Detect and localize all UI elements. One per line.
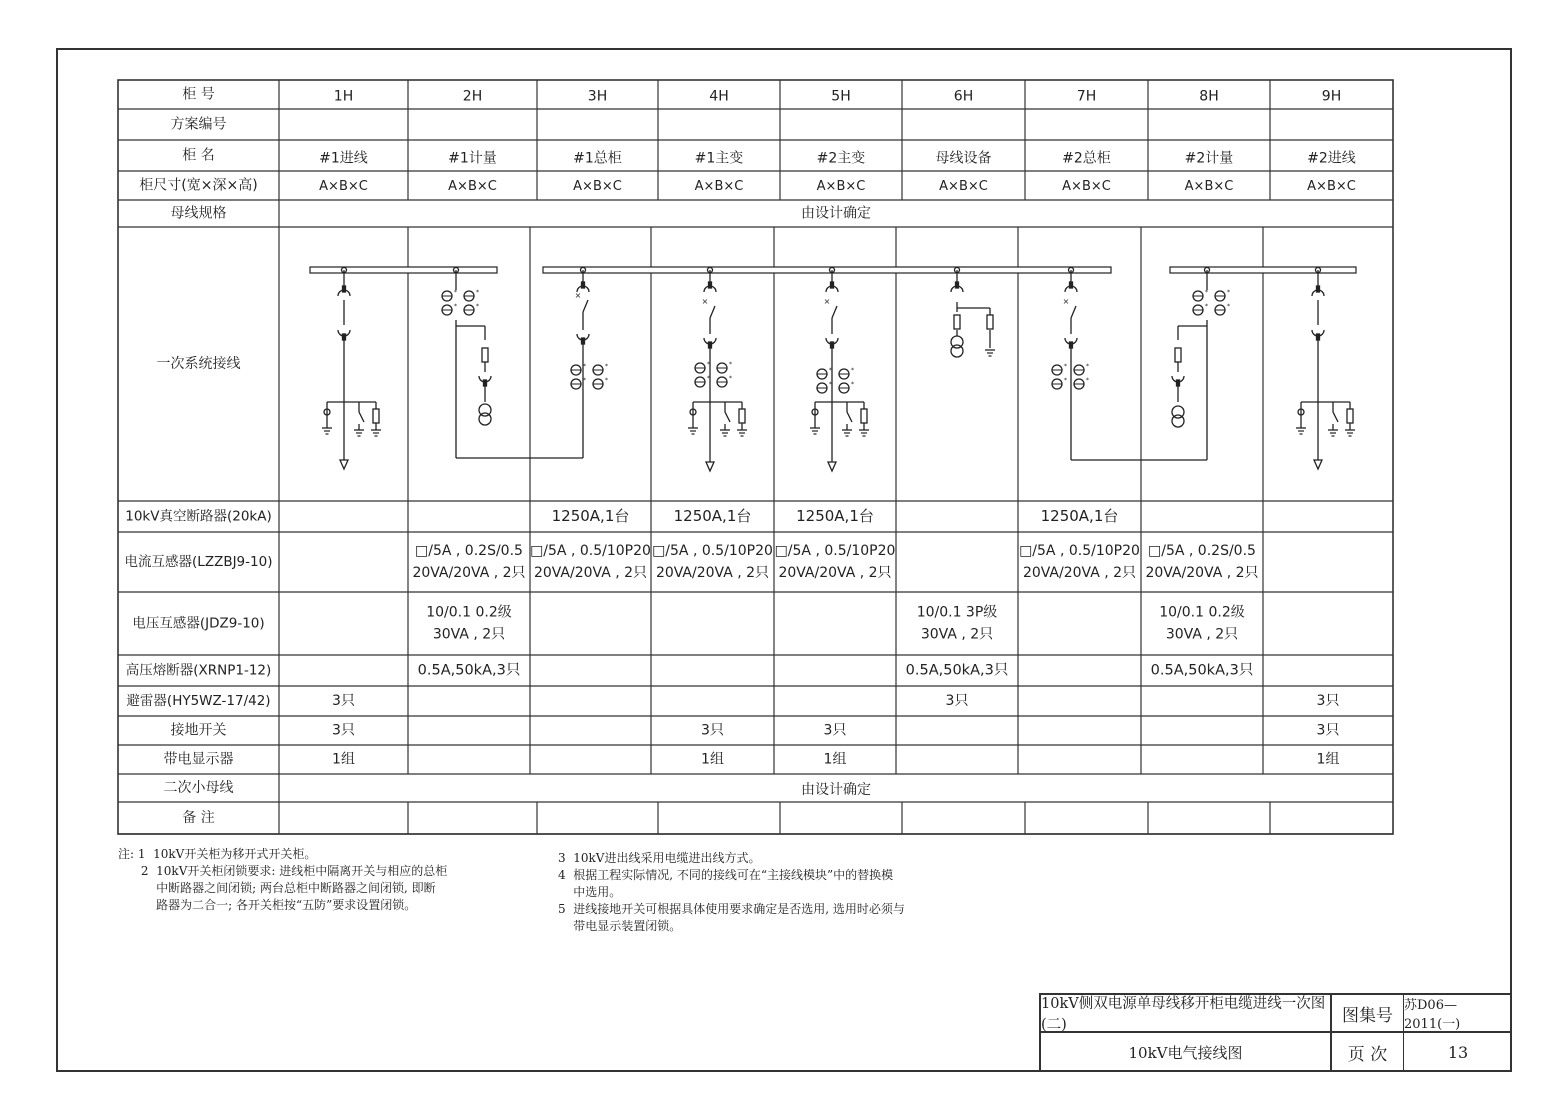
cabinet-size: A×B×C bbox=[448, 179, 497, 194]
cabinet-name: 母线设备 bbox=[935, 150, 992, 167]
ct-mark: * bbox=[1205, 289, 1208, 296]
ct-mark: * bbox=[1205, 303, 1208, 310]
ct-value: □/5A , 0.5/10P20 bbox=[530, 543, 651, 559]
cabinet-name: #2总柜 bbox=[1062, 150, 1111, 167]
busbar bbox=[310, 267, 497, 273]
pt-value: 10/0.1 0.2级 bbox=[1159, 604, 1245, 621]
cabinet-name: #2进线 bbox=[1307, 150, 1356, 167]
cabinet-size: A×B×C bbox=[694, 179, 744, 194]
busbar bbox=[543, 267, 1111, 273]
ct-value: □/5A , 0.2S/0.5 bbox=[1148, 543, 1256, 559]
ct-value: 20VA/20VA , 2只 bbox=[533, 565, 648, 581]
atlas-number: 苏D06—2011(一) bbox=[1404, 995, 1512, 1033]
note-line: 路器为二合一; 各开关柜按“五防”要求设置闭锁。 bbox=[118, 898, 417, 912]
ct-mark: * bbox=[583, 377, 586, 384]
voltage-transformer-icon bbox=[1172, 415, 1184, 427]
cabinet-name: #1计量 bbox=[448, 150, 497, 167]
fuse-icon bbox=[1347, 409, 1353, 423]
fuse-icon bbox=[1175, 348, 1181, 362]
ct-value: 20VA/20VA , 2只 bbox=[655, 565, 770, 581]
plug-contact bbox=[956, 282, 959, 288]
ct-mark: * bbox=[851, 367, 854, 374]
earth-switch-value: 3只 bbox=[823, 722, 847, 739]
cabinet-number: 8H bbox=[1199, 88, 1219, 105]
cabinet-number: 2H bbox=[462, 88, 483, 105]
fuse-icon bbox=[954, 315, 960, 329]
fuse-icon bbox=[739, 409, 745, 423]
cabinet-name: #1进线 bbox=[319, 150, 368, 167]
fuse-value: 0.5A,50kA,3只 bbox=[905, 662, 1009, 679]
notes-right bbox=[558, 850, 905, 935]
ct-mark: * bbox=[454, 303, 457, 310]
row-label-breaker: 10kV真空断路器(20kA) bbox=[125, 508, 272, 525]
ct-mark: * bbox=[454, 289, 457, 296]
live-indicator-value: 1组 bbox=[1316, 751, 1340, 768]
pt-value: 30VA , 2只 bbox=[1165, 626, 1239, 643]
cabinet-number: 3H bbox=[587, 88, 608, 105]
note-line: 4 根据工程实际情况, 不同的接线可在“主接线模块”中的替换模 bbox=[558, 868, 894, 882]
breaker-blade bbox=[710, 306, 715, 318]
live-indicator-value: 1组 bbox=[332, 751, 355, 768]
ct-mark: * bbox=[1086, 363, 1089, 370]
busbar bbox=[1170, 267, 1356, 273]
note-line: 中断路器之间闭锁; 两台总柜中断路器之间闭锁, 即断 bbox=[118, 881, 436, 895]
row-label-primary: 一次系统接线 bbox=[156, 356, 241, 372]
row-label-secondary_bus: 二次小母线 bbox=[163, 780, 234, 796]
cabinet-size: A×B×C bbox=[573, 179, 622, 194]
earth-switch-blade bbox=[725, 412, 730, 422]
row-label-pt: 电压互感器(JDZ9-10) bbox=[132, 615, 265, 632]
breaker-mark: × bbox=[1062, 297, 1070, 306]
note-line: 2 10kV开关柜闭锁要求: 进线柜中隔离开关与相应的总柜 bbox=[118, 864, 448, 878]
cabinet-name: #1主变 bbox=[694, 150, 744, 167]
fuse-value: 0.5A,50kA,3只 bbox=[417, 662, 521, 679]
cabinet-size: A×B×C bbox=[939, 179, 988, 194]
cabinet-name: #2主变 bbox=[816, 150, 866, 167]
breaker-mark: × bbox=[823, 297, 831, 306]
cabinet-size: A×B×C bbox=[816, 179, 866, 194]
breaker-value: 1250A,1台 bbox=[1040, 507, 1119, 525]
ct-value: □/5A , 0.2S/0.5 bbox=[415, 543, 523, 559]
note-line: 注: 1 10kV开关柜为移开式开关柜。 bbox=[118, 847, 317, 861]
earth-switch-blade bbox=[847, 412, 852, 422]
cable-outlet-icon bbox=[706, 462, 714, 471]
plug-contact bbox=[1177, 380, 1180, 386]
ct-mark: * bbox=[583, 363, 586, 370]
row-label-busbar: 母线规格 bbox=[170, 205, 227, 222]
earth-switch-blade bbox=[359, 412, 364, 422]
cable-outlet-icon bbox=[828, 462, 836, 471]
cabinet-number: 9H bbox=[1321, 88, 1342, 105]
ct-mark: * bbox=[851, 381, 854, 388]
row-label-cabinet_size: 柜尺寸(宽×深×高) bbox=[139, 177, 258, 194]
voltage-transformer-icon bbox=[951, 345, 963, 357]
ct-value: 20VA/20VA , 2只 bbox=[412, 565, 526, 581]
ct-mark: * bbox=[605, 363, 608, 370]
live-indicator-value: 1组 bbox=[701, 751, 724, 768]
plug-contact bbox=[343, 286, 346, 292]
plug-contact bbox=[484, 380, 487, 386]
ct-mark: * bbox=[1064, 377, 1067, 384]
cabinet-number: 1H bbox=[333, 88, 354, 105]
cabinet-name: #2计量 bbox=[1184, 150, 1234, 167]
breaker-blade bbox=[583, 300, 588, 312]
ct-mark: * bbox=[729, 361, 732, 368]
ct-mark: * bbox=[1064, 363, 1067, 370]
cabinet-size: A×B×C bbox=[1307, 179, 1356, 194]
page-label: 页 次 bbox=[1332, 1033, 1404, 1071]
earth-switch-value: 3只 bbox=[1316, 722, 1340, 739]
ct-mark: * bbox=[1227, 289, 1230, 296]
ct-mark: * bbox=[729, 375, 732, 382]
cabinet-number: 4H bbox=[709, 88, 729, 105]
plug-contact bbox=[1070, 342, 1073, 348]
ct-value: 20VA/20VA , 2只 bbox=[1145, 565, 1259, 581]
plug-contact bbox=[343, 334, 346, 340]
fuse-icon bbox=[373, 409, 379, 423]
ct-value: □/5A , 0.5/10P20 bbox=[1019, 543, 1140, 559]
earth-switch-value: 3只 bbox=[332, 722, 355, 739]
fuse-icon bbox=[861, 409, 867, 423]
notes-left bbox=[118, 846, 447, 914]
ct-value: 20VA/20VA , 2只 bbox=[1022, 565, 1137, 581]
fuse-icon bbox=[987, 315, 993, 329]
arrester-value: 3只 bbox=[1316, 693, 1340, 709]
ct-value: □/5A , 0.5/10P20 bbox=[774, 543, 896, 559]
cable-outlet-icon bbox=[1314, 460, 1322, 469]
atlas-label: 图集号 bbox=[1332, 995, 1404, 1033]
plug-contact bbox=[831, 282, 834, 288]
ct-mark: * bbox=[707, 375, 710, 382]
earth-switch-value: 3只 bbox=[701, 722, 724, 739]
ct-value: □/5A , 0.5/10P20 bbox=[652, 543, 773, 559]
note-line: 带电显示装置闭锁。 bbox=[558, 919, 682, 933]
ct-mark: * bbox=[707, 361, 710, 368]
ct-mark: * bbox=[1227, 303, 1230, 310]
plug-contact bbox=[582, 282, 585, 288]
breaker-mark: × bbox=[574, 291, 582, 300]
breaker-value: 1250A,1台 bbox=[673, 507, 752, 525]
live-indicator-value: 1组 bbox=[823, 751, 847, 768]
drawing-title: 10kV侧双电源单母线移开柜电缆进线一次图(二) bbox=[1041, 995, 1332, 1033]
breaker-mark: × bbox=[701, 297, 709, 306]
row-label-remarks: 备 注 bbox=[182, 810, 215, 826]
plug-contact bbox=[709, 282, 712, 288]
plug-contact bbox=[582, 338, 585, 344]
row-label-live_indicator: 带电显示器 bbox=[163, 751, 234, 768]
breaker-blade bbox=[832, 306, 837, 318]
cabinet-name: #1总柜 bbox=[573, 150, 622, 167]
fuse-icon bbox=[482, 348, 488, 362]
cabinet-number: 5H bbox=[831, 88, 851, 105]
row-label-earth_switch: 接地开关 bbox=[170, 722, 227, 739]
fuse-value: 0.5A,50kA,3只 bbox=[1150, 662, 1254, 679]
ct-mark: * bbox=[1086, 377, 1089, 384]
pt-value: 30VA , 2只 bbox=[432, 626, 506, 643]
cabinet-size: A×B×C bbox=[319, 179, 368, 194]
note-line: 中选用。 bbox=[558, 885, 622, 899]
ct-mark: * bbox=[829, 381, 832, 388]
cabinet-number: 7H bbox=[1076, 88, 1097, 105]
pt-value: 10/0.1 3P级 bbox=[916, 604, 998, 621]
row-label-arrester: 避雷器(HY5WZ-17/42) bbox=[126, 693, 271, 709]
breaker-value: 1250A,1台 bbox=[551, 507, 630, 525]
arrester-value: 3只 bbox=[332, 693, 355, 709]
row-label-scheme_no: 方案编号 bbox=[170, 116, 227, 133]
plug-contact bbox=[709, 342, 712, 348]
page-number: 13 bbox=[1447, 1042, 1469, 1062]
cable-outlet-icon bbox=[340, 460, 348, 469]
secondary-bus-spec: 由设计确定 bbox=[801, 782, 871, 798]
voltage-transformer-icon bbox=[479, 413, 491, 425]
cabinet-size: A×B×C bbox=[1184, 179, 1234, 194]
ct-mark: * bbox=[476, 289, 479, 296]
breaker-blade bbox=[1071, 306, 1076, 318]
ct-mark: * bbox=[605, 377, 608, 384]
busbar-spec: 由设计确定 bbox=[801, 205, 871, 222]
row-label-fuse: 高压熔断器(XRNP1-12) bbox=[125, 662, 272, 679]
ct-mark: * bbox=[829, 367, 832, 374]
cabinet-number: 6H bbox=[953, 88, 974, 105]
cabinet-size: A×B×C bbox=[1062, 179, 1111, 194]
title-block bbox=[1039, 993, 1512, 1071]
breaker-value: 1250A,1台 bbox=[796, 507, 874, 525]
note-line: 3 10kV进出线采用电缆进出线方式。 bbox=[558, 851, 761, 865]
drawing-subtitle: 10kV电气接线图 bbox=[1041, 1033, 1332, 1071]
pt-value: 10/0.1 0.2级 bbox=[426, 604, 512, 621]
ct-mark: * bbox=[476, 303, 479, 310]
row-label-ct: 电流互感器(LZZBJ9-10) bbox=[124, 554, 273, 570]
plug-contact bbox=[831, 342, 834, 348]
ct-value: 20VA/20VA , 2只 bbox=[778, 565, 892, 581]
plug-contact bbox=[1070, 282, 1073, 288]
pt-value: 30VA , 2只 bbox=[920, 626, 994, 643]
row-label-cabinet_name: 柜 名 bbox=[182, 147, 215, 164]
earth-switch-blade bbox=[1333, 412, 1338, 422]
plug-contact bbox=[1317, 286, 1320, 292]
note-line: 5 进线接地开关可根据具体使用要求确定是否选用, 选用时必须与 bbox=[558, 902, 905, 916]
plug-contact bbox=[1317, 334, 1320, 340]
arrester-value: 3只 bbox=[945, 693, 969, 709]
row-label-cabinet_no: 柜 号 bbox=[182, 86, 215, 103]
